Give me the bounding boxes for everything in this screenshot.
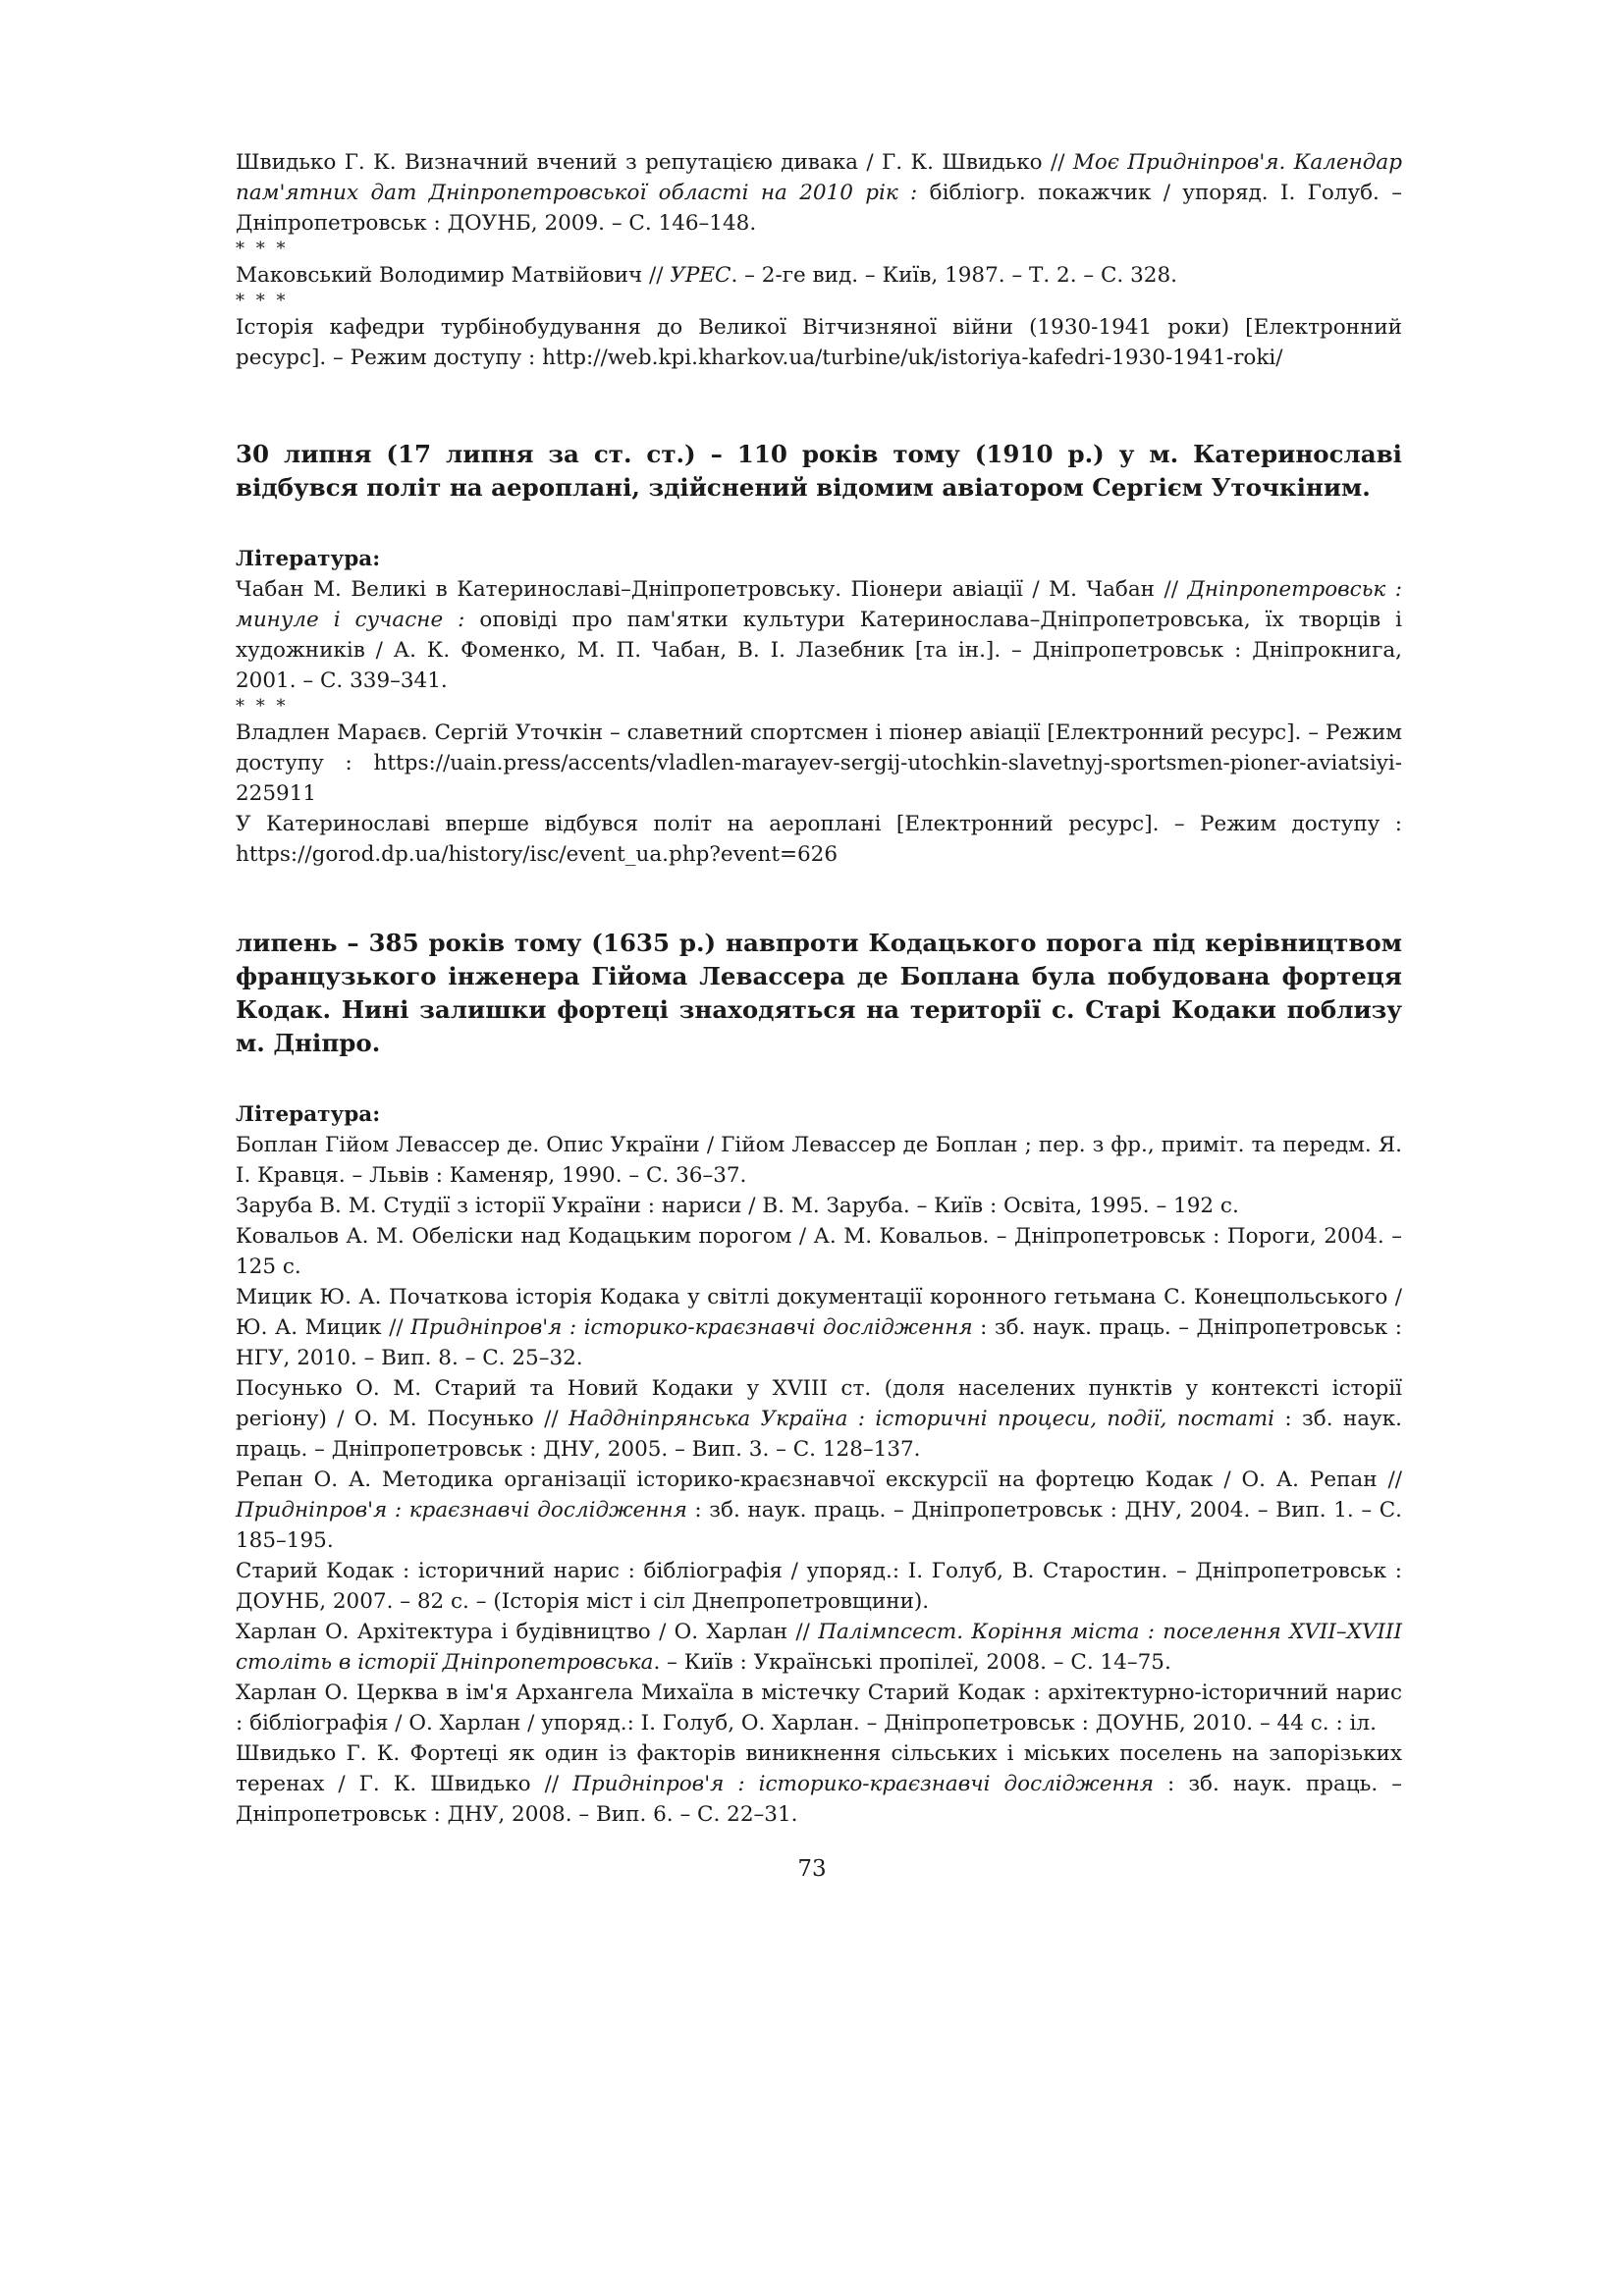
page-number: 73 — [797, 1856, 827, 1882]
bibliography-entry: Харлан О. Архітектура і будівництво / О. Харлан // Палімпсест. Коріння міста : поселення XVII–XVIII століть в історії Дніпропетровська. – Київ : Українські пропілеї, 2008. – С. 14–75. — [236, 1620, 1402, 1675]
bibliography-entry: Владлен Мараєв. Сергій Уточкін – славетний спортсмен і піонер авіації [Електронний ресурс]. – Режим доступу : https://uain.press/accents/vladlen-marayev-sergij-utochkin-slavetnyj-sportsmen-pioner-aviatsiyi-225911 — [236, 721, 1402, 806]
bibliography-entry: Маковський Володимир Матвійович // УРЕС. – 2-ге вид. – Київ, 1987. – Т. 2. – С. 328. — [236, 263, 1177, 288]
event-heading: липень – 385 років тому (1635 р.) навпроти Кодацького порога під керівництвом французького інженера Гійома Левассера де Боплана була побудована фортеця Кодак. Нині залишки фортеці знаходяться на території с. Старі Кодаки поблизу м. Дніпро. — [236, 929, 1402, 1057]
bibliography-entry: Заруба В. М. Студії з історії України : нариси / В. М. Заруба. – Київ : Освіта, 1995. – 192 с. — [236, 1194, 1239, 1218]
bibliography-entry: Старий Кодак : історичний нарис : бібліографія / упоряд.: І. Голуб, В. Старостин. – Дніпропетровськ : ДОУНБ, 2007. – 82 с. – (Історія міст і сіл Днепропетровщини). — [236, 1559, 1402, 1614]
bibliography-entry: Швидько Г. К. Фортеці як один із факторів виникнення сільських і міських поселень на запорізьких теренах / Г. К. Швидько // Придніпров'я : історико-краєзнавчі дослідження : зб. наук. праць. – Дніпропетровськ : ДНУ, 2008. – Вип. 6. – С. 22–31. — [236, 1741, 1403, 1827]
entry-separator: * * * — [236, 239, 289, 259]
entry-separator: * * * — [236, 696, 289, 717]
bibliography-entry: У Катеринославі вперше відбувся політ на аероплані [Електронний ресурс]. – Режим доступу : https://gorod.dp.ua/history/isc/event_ua.php?event=626 — [236, 812, 1402, 867]
bibliography-entry: Харлан О. Церква в ім'я Архангела Михаїла в містечку Старий Кодак : архітектурно-історичний нарис : бібліографія / О. Харлан / упоряд.: І. Голуб, О. Харлан. – Дніпропетровськ : ДОУНБ, 2010. – 44 с. : іл. — [236, 1681, 1402, 1735]
event-heading: 30 липня (17 липня за ст. ст.) – 110 років тому (1910 р.) у м. Катеринославі відбувся політ на аероплані, здійснений відомим авіатором Сергієм Уточкіним. — [236, 440, 1402, 502]
bibliography-entry: Чабан М. Великі в Катеринославі–Дніпропетровську. Піонери авіації / М. Чабан // Дніпропетровськ : минуле і сучасне : оповіді про пам'ятки культури Катеринослава–Дніпропетровська, їх творців і художників / А. К. Фоменко, М. П. Чабан, В. І. Лазебник [та ін.]. – Дніпропетровськ : Дніпрокнига, 2001. – С. 339–341. — [236, 577, 1402, 693]
bibliography-entry: Мицик Ю. А. Початкова історія Кодака у світлі документації коронного гетьмана С. Конецпольського / Ю. А. Мицик // Придніпров'я : історико-краєзнавчі дослідження : зб. наук. праць. – Дніпропетровськ : НГУ, 2010. – Вип. 8. – С. 25–32. — [236, 1285, 1402, 1370]
entry-separator: * * * — [236, 291, 289, 311]
literature-label: Література: — [236, 1102, 381, 1127]
literature-label: Література: — [236, 547, 381, 571]
bibliography-entry: Боплан Гійом Левассер де. Опис України / Гійом Левассер де Боплан ; пер. з фр., приміт. та передм. Я. І. Кравця. – Львів : Каменяр, 1990. – С. 36–37. — [236, 1133, 1402, 1188]
bibliography-entry: Репан О. А. Методика організації історико-краєзнавчої екскурсії на фортецю Кодак / О. А. Репан // Придніпров'я : краєзнавчі дослідження : зб. наук. праць. – Дніпропетровськ : ДНУ, 2004. – Вип. 1. – С. 185–195. — [236, 1468, 1402, 1553]
bibliography-entry: Ковальов А. М. Обеліски над Кодацьким порогом / А. М. Ковальов. – Дніпропетровськ : Пороги, 2004. – 125 с. — [236, 1224, 1402, 1279]
page-content — [236, 147, 1402, 1830]
bibliography-entry: Історія кафедри турбінобудування до Великої Вітчизняної війни (1930-1941 роки) [Електронний ресурс]. – Режим доступу : http://web.kpi.kharkov.ua/turbine/uk/istoriya-kafedri-1930-1941-roki/ — [236, 315, 1402, 370]
bibliography-entry: Швидько Г. К. Визначний вчений з репутацією дивака / Г. К. Швидько // Моє Придніпров'я. Календар пам'ятних дат Дніпропетровської області на 2010 рік : бібліогр. покажчик / упоряд. І. Голуб. – Дніпропетровськ : ДОУНБ, 2009. – С. 146–148. — [236, 150, 1402, 236]
bibliography-entry: Посунько О. М. Старий та Новий Кодаки у XVIII ст. (доля населених пунктів у контексті історії регіону) / О. М. Посунько // Наддніпрянська Україна : історичні процеси, події, постаті : зб. наук. праць. – Дніпропетровськ : ДНУ, 2005. – Вип. 3. – С. 128–137. — [236, 1376, 1402, 1462]
